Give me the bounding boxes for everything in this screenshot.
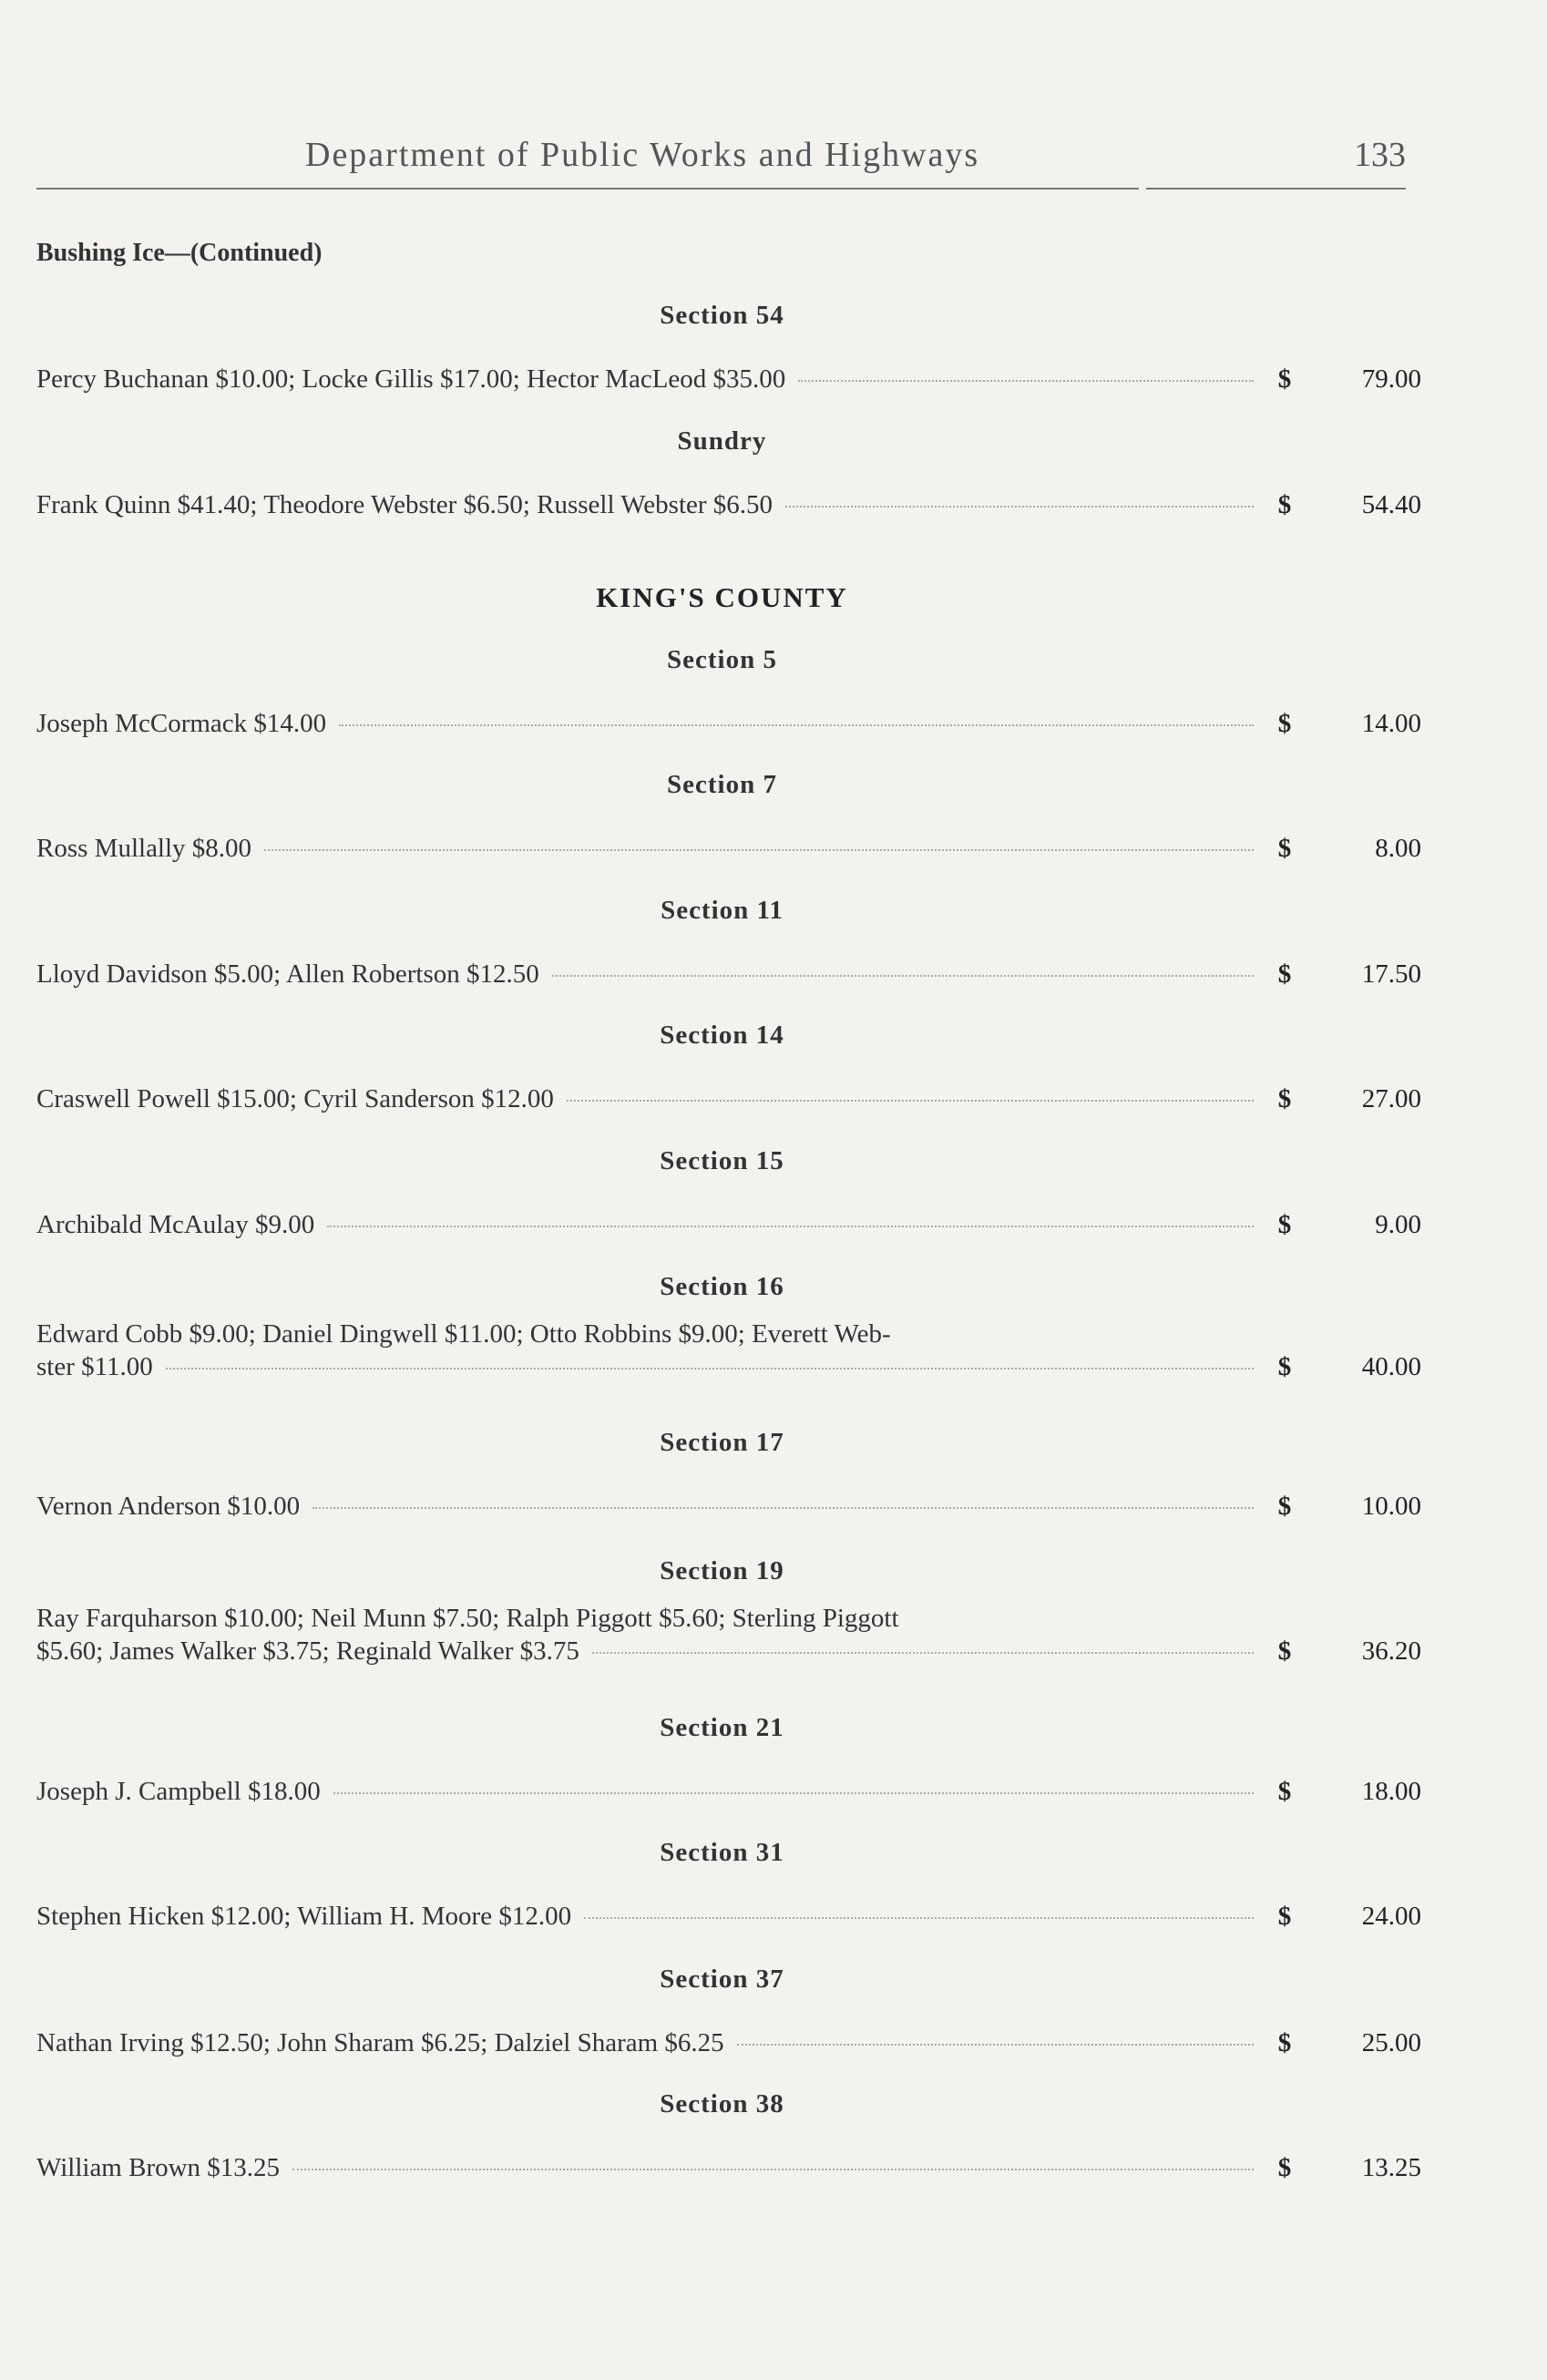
currency-sign: $ [1277, 1492, 1292, 1521]
entry-row [36, 1635, 1421, 1667]
entry-row [36, 832, 1421, 865]
entry-names: Percy Buchanan $10.00; Locke Gillis $17.00; Hector MacLeod $35.00 [36, 364, 786, 394]
header-rule-right [1146, 188, 1406, 190]
entry-names: Joseph J. Campbell $18.00 [36, 1777, 321, 1806]
continued-heading: Bushing Ice—(Continued) [36, 239, 323, 267]
entry-amount: 36.20 [1361, 1636, 1421, 1666]
entry-amount: 54.40 [1361, 490, 1421, 519]
section-heading: Section 54 [660, 301, 784, 330]
ledger-entry [36, 2151, 1421, 2184]
county-heading: KING'S COUNTY [596, 581, 848, 613]
entry-row [36, 958, 1421, 990]
entry-amount: 25.00 [1361, 2028, 1421, 2057]
entry-names: Stephen Hicken $12.00; William H. Moore $12.00 [36, 1902, 572, 1931]
section-heading: Section 17 [660, 1428, 784, 1457]
currency-sign: $ [1277, 1084, 1292, 1113]
currency-sign: $ [1277, 1777, 1292, 1806]
ledger-entry [36, 832, 1421, 865]
entry-amount: 79.00 [1361, 364, 1421, 394]
dot-leader [327, 1226, 1254, 1227]
entry-amount: 18.00 [1361, 1777, 1421, 1806]
entry-names: Ross Mullally $8.00 [36, 834, 252, 863]
entry-row [36, 707, 1421, 740]
ledger-entry [36, 958, 1421, 990]
entry-row [36, 363, 1421, 395]
entry-amount: 17.50 [1361, 959, 1421, 989]
dot-leader [785, 506, 1254, 508]
ledger-entry [36, 2026, 1421, 2059]
currency-sign: $ [1277, 364, 1292, 394]
entry-names: Nathan Irving $12.50; John Sharam $6.25; Dalziel Sharam $6.25 [36, 2028, 724, 2057]
dot-leader [312, 1507, 1254, 1509]
entry-names: Craswell Powell $15.00; Cyril Sanderson $12.00 [36, 1084, 554, 1113]
entry-names: Lloyd Davidson $5.00; Allen Robertson $12.50 [36, 959, 539, 989]
entry-names: William Brown $13.25 [36, 2153, 281, 2182]
currency-sign: $ [1277, 1636, 1292, 1666]
entry-names: Joseph McCormack $14.00 [36, 709, 327, 738]
entry-row [36, 488, 1421, 521]
section-heading: Section 37 [660, 1965, 784, 1994]
entry-row [36, 1350, 1421, 1383]
currency-sign: $ [1277, 959, 1292, 989]
ledger-entry [36, 488, 1421, 521]
currency-sign: $ [1277, 709, 1292, 738]
entry-names: Archibald McAulay $9.00 [36, 1210, 315, 1239]
dot-leader [333, 1792, 1254, 1794]
ledger-entry [36, 1082, 1421, 1115]
section-heading: Section 15 [660, 1146, 784, 1175]
dot-leader [292, 2169, 1254, 2170]
entry-amount: 27.00 [1361, 1084, 1421, 1113]
dot-leader [552, 975, 1254, 977]
dot-leader [339, 724, 1254, 726]
running-head [0, 135, 1547, 190]
section-heading: Sundry [677, 426, 767, 456]
running-title: Department of Public Works and Highways [305, 136, 980, 174]
entry-row [36, 1490, 1421, 1523]
dot-leader [798, 380, 1254, 382]
ledger-entry [36, 1775, 1421, 1808]
header-rule-left [36, 188, 1139, 190]
entry-amount: 8.00 [1375, 834, 1421, 863]
entry-amount: 24.00 [1361, 1902, 1421, 1931]
currency-sign: $ [1277, 834, 1292, 863]
currency-sign: $ [1277, 1352, 1292, 1381]
currency-sign: $ [1277, 490, 1292, 519]
entry-amount: 9.00 [1375, 1210, 1421, 1239]
entry-row [36, 2151, 1421, 2184]
currency-sign: $ [1277, 1210, 1292, 1239]
entry-names: ster $11.00 [36, 1352, 153, 1381]
entry-names: Frank Quinn $41.40; Theodore Webster $6.50; Russell Webster $6.50 [36, 490, 774, 519]
entry-amount: 10.00 [1361, 1492, 1421, 1521]
entry-names: $5.60; James Walker $3.75; Reginald Walker $3.75 [36, 1636, 579, 1666]
dot-leader [584, 1917, 1254, 1919]
entry-names: Vernon Anderson $10.00 [36, 1492, 301, 1521]
page-number: 133 [1354, 136, 1406, 174]
dot-leader [264, 849, 1254, 851]
section-heading: Section 19 [660, 1556, 784, 1585]
ledger-entry [36, 1900, 1421, 1933]
dot-leader [737, 2044, 1254, 2046]
entry-names-line: Ray Farquharson $10.00; Neil Munn $7.50; Ralph Piggott $5.60; Sterling Piggott [36, 1604, 899, 1633]
dot-leader [567, 1100, 1254, 1102]
ledger-entry [36, 1602, 1421, 1667]
currency-sign: $ [1277, 2028, 1292, 2057]
ledger-entry [36, 1208, 1421, 1241]
currency-sign: $ [1277, 1902, 1292, 1931]
ledger-entry [36, 1490, 1421, 1523]
dot-leader [166, 1368, 1254, 1370]
entry-row [36, 2026, 1421, 2059]
section-heading: Section 31 [660, 1838, 784, 1867]
entry-row [36, 1900, 1421, 1933]
section-heading: Section 7 [667, 770, 777, 799]
section-heading: Section 5 [667, 645, 777, 674]
section-heading: Section 38 [660, 2089, 784, 2118]
section-heading: Section 14 [660, 1021, 784, 1050]
dot-leader [592, 1652, 1254, 1654]
ledger-entry [36, 1318, 1421, 1383]
entry-row [36, 1082, 1421, 1115]
section-heading: Section 21 [660, 1713, 784, 1742]
section-heading: Section 11 [661, 896, 784, 925]
section-heading: Section 16 [660, 1272, 784, 1301]
entry-row [36, 1775, 1421, 1808]
entry-amount: 13.25 [1361, 2153, 1421, 2182]
entry-amount: 14.00 [1361, 709, 1421, 738]
entry-amount: 40.00 [1361, 1352, 1421, 1381]
entry-row [36, 1208, 1421, 1241]
ledger-entry [36, 707, 1421, 740]
ledger-entry [36, 363, 1421, 395]
entry-names-line: Edward Cobb $9.00; Daniel Dingwell $11.00; Otto Robbins $9.00; Everett Web- [36, 1319, 891, 1349]
currency-sign: $ [1277, 2153, 1292, 2182]
